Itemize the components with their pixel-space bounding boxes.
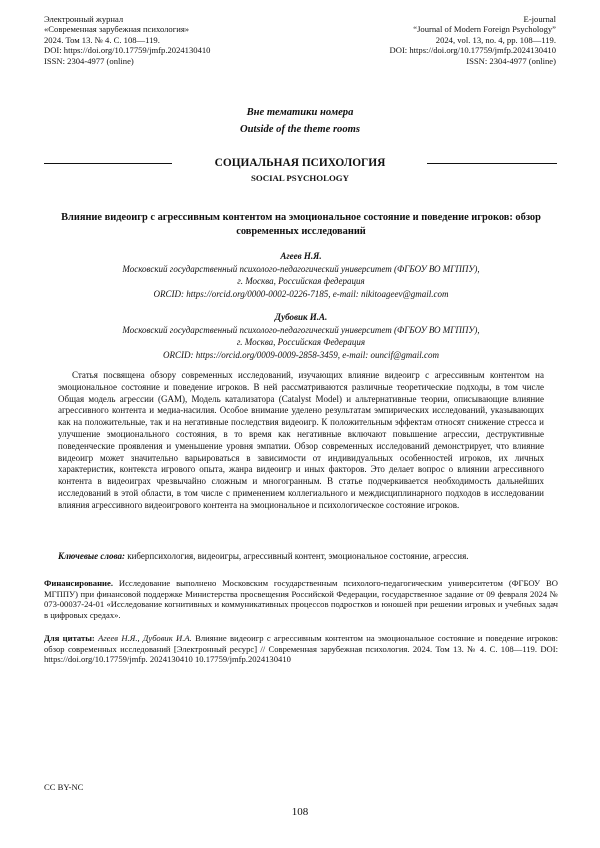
header-doi-link[interactable]: DOI: https://doi.org/10.17759/jmfp.2024130410: [44, 45, 211, 56]
header-line: 2024, vol. 13, no. 4, pp. 108—119.: [435, 34, 556, 45]
header-line: “Journal of Modern Foreign Psychology”: [413, 24, 556, 35]
section-heading: [0, 156, 600, 186]
author-contacts[interactable]: ORCID: https://orcid.org/0000-0002-0226-7185, e-mail: nikitoageev@gmail.com: [153, 288, 449, 299]
page-number: 108: [291, 806, 309, 818]
keywords-label: Ключевые слова:: [58, 551, 125, 561]
author-name: Дубовик И.А.: [274, 312, 328, 322]
keywords: [58, 550, 548, 562]
article-title: Влияние видеоигр с агрессивным контентом на эмоциональное состояние и поведение игроков: обзор современных исследований: [61, 212, 541, 237]
citation-authors: Агеев Н.Я., Дубовик И.А.: [98, 633, 192, 643]
keywords-text: киберпсихология, видеоигры, агрессивный контент, эмоциональное состояние, агрессия.: [127, 551, 469, 561]
header-line: ISSN: 2304-4977 (online): [44, 55, 134, 66]
author-affiliation: Московский государственный психолого-педагогический университет (ФГБОУ ВО МГППУ),: [122, 263, 480, 274]
author-city: г. Москва, Российская федерация: [237, 276, 365, 286]
abstract: Статья посвящена обзору современных исследований, изучающих влияние видеоигр с агрессивным контентом на эмоциональное состояние и поведение игроков. В ней рассматриваются различные теоретические подходы, в том числе Общая модель агрессии (GAM), Модель катализатора (Catalyst Model) и альтернативные теории, описывающие влияние агрессивного контента и медиа-насилия. Особое внимание уделено результатам эмпирических исследований, указывающих как на положительные, так и на негативные последствия видеоигр. К положительным эффектам относят снижение стресса и улучшение эмоционального состояния, в то время как негативные включают повышение агрессии, деструктивные поведенческие проявления и уменьшение уровня эмпатии. Обзор современных исследований демонстрирует, что влияние видеоигр может значительно варьироваться в зависимости от индивидуальных особенностей игроков, их личных характеристик, контекста игрового опыта, жанра видеоигр и иных факторов. Это делает вопрос о влиянии агрессивного контента в видеоиграх чрезвычайно сложным и многогранным. В статье подчеркивается необходимость дальнейших исследований в этой области, в том числе с применением коллегиального и междисциплинарного подходов в исследовании влияния агрессивного видеоигрового контента на эмоциональное и психологическое состояние игроков.: [58, 370, 544, 510]
journal-header-en: [390, 14, 556, 66]
header-line: ISSN: 2304-4977 (online): [466, 55, 556, 66]
header-line: 2024. Том 13. № 4. С. 108—119.: [44, 34, 160, 45]
author-affiliation: Московский государственный психолого-педагогический университет (ФГБОУ ВО МГППУ),: [122, 324, 480, 335]
rubric: [0, 104, 600, 138]
funding-label: Финансирование.: [44, 578, 113, 588]
journal-header-ru: [44, 14, 210, 66]
citation-text: Влияние видеоигр с агрессивным контентом на эмоциональное состояние и поведение игроков: обзор современных исследований [Электронный ресурс] // Современная зарубежная психология. 2024. Том 13. № 4. С. 108—119. DOI: https://doi.org/10.17759/jmfp. 2024130410 10.17759/jmfp.2024130410: [44, 633, 558, 665]
rubric-ru: Вне тематики номера: [246, 107, 354, 118]
author-city: г. Москва, Российская Федерация: [236, 337, 366, 347]
header-line: «Современная зарубежная психология»: [44, 24, 190, 35]
header-line: E-journal: [523, 14, 556, 24]
funding-note: [44, 578, 558, 620]
license-label: CC BY-NC: [44, 782, 84, 792]
author-block: [44, 250, 558, 300]
citation: [44, 633, 558, 665]
rubric-en: Outside of the theme rooms: [239, 124, 361, 135]
header-doi-link[interactable]: DOI: https://doi.org/10.17759/jmfp.2024130410: [389, 45, 556, 56]
author-contacts[interactable]: ORCID: https://orcid.org/0009-0009-2858-3459, e-mail: ouncif@gmail.com: [162, 349, 440, 360]
funding-text: Исследование выполнено Московским государственным психолого-педагогическим университетом (ФГБОУ ВО МГППУ) при финансовой поддержке Министерства просвещения Российской Федерации, государственное задание от 09 февраля 2024 № 073-00037-24-01 «Исследование когнитивных и коммуникативных процессов подростков и юношей при решении игровых и учебных задач в цифровых средах».: [44, 578, 558, 620]
author-name: Агеев Н.Я.: [280, 251, 322, 261]
author-block: [44, 311, 558, 361]
citation-label: Для цитаты:: [44, 633, 95, 643]
header-line: Электронный журнал: [44, 14, 124, 24]
section-title-ru: СОЦИАЛЬНАЯ ПСИХОЛОГИЯ: [214, 157, 386, 169]
section-title-en: SOCIAL PSYCHOLOGY: [250, 173, 349, 183]
